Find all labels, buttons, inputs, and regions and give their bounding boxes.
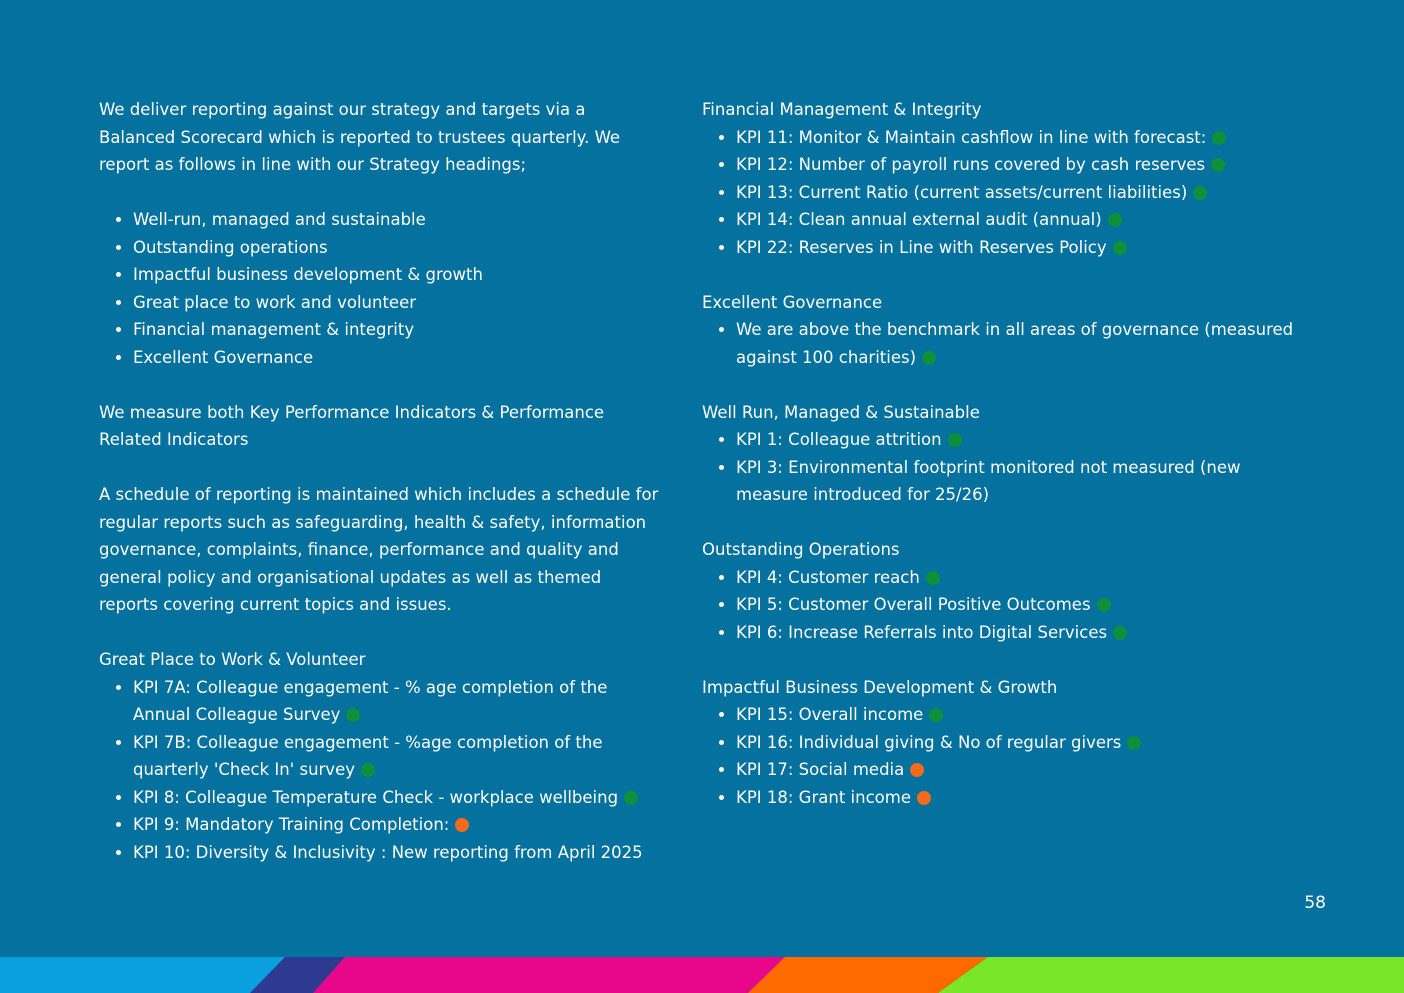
kpi-list-item	[736, 454, 1302, 509]
outstanding-operations-section	[702, 536, 1302, 646]
financial-section	[702, 96, 1302, 261]
kpi-list-item	[736, 316, 1302, 371]
list-item: • Outstanding operations	[133, 234, 659, 262]
kpi-list-item	[736, 591, 1302, 619]
kpi-list	[702, 124, 1302, 262]
measure-paragraph: We measure both Key Performance Indicators & Performance Related Indicators	[99, 402, 605, 449]
kpi-list-item	[736, 701, 1302, 729]
status-amber-dot-icon	[455, 818, 469, 832]
kpi-list	[702, 426, 1302, 509]
kpi-text: KPI 12: Number of payroll runs covered by cash reserves	[736, 155, 1206, 174]
status-green-dot-icon	[1193, 186, 1207, 200]
kpi-list-item	[736, 619, 1302, 647]
kpi-list-item	[133, 811, 659, 839]
status-green-dot-icon	[1113, 626, 1127, 640]
kpi-text: KPI 4: Customer reach	[736, 567, 920, 587]
status-green-dot-icon	[624, 791, 638, 805]
strategy-headings-list	[99, 206, 659, 371]
kpi-text: KPI 10: Diversity & Inclusivity : New reporting from April 2025	[133, 842, 643, 862]
status-green-dot-icon	[926, 571, 940, 585]
kpi-list	[702, 701, 1302, 811]
kpi-list	[702, 316, 1302, 371]
status-amber-dot-icon	[910, 763, 924, 777]
kpi-text: KPI 15: Overall income	[736, 705, 924, 724]
kpi-list-item	[736, 179, 1302, 207]
list-item: • Great place to work and volunteer	[133, 289, 659, 317]
list-item: • Impactful business development & growth	[133, 261, 659, 289]
stripe-band	[938, 957, 1404, 993]
kpi-list-item	[133, 674, 659, 729]
status-green-dot-icon	[361, 763, 375, 777]
kpi-list-item	[133, 784, 659, 812]
kpi-list-item	[736, 124, 1302, 152]
section-title: Great Place to Work & Volunteer	[99, 650, 366, 669]
kpi-text: KPI 9: Mandatory Training Completion:	[133, 815, 450, 834]
kpi-text: KPI 5: Customer Overall Positive Outcomes	[736, 595, 1091, 614]
status-green-dot-icon	[1127, 736, 1141, 750]
kpi-text: KPI 7B: Colleague engagement - %age completion of the quarterly 'Check In' survey	[133, 732, 603, 779]
kpi-list-item	[133, 839, 659, 867]
kpi-text: KPI 18: Grant income	[736, 787, 911, 807]
section-title: Outstanding Operations	[702, 540, 900, 559]
stripe-band	[0, 957, 285, 993]
well-run-section	[702, 399, 1302, 509]
list-item: • Financial management & integrity	[133, 316, 659, 344]
status-green-dot-icon	[1097, 598, 1111, 612]
kpi-text: KPI 6: Increase Referrals into Digital Services	[736, 622, 1108, 642]
list-item: • Excellent Governance	[133, 344, 659, 372]
kpi-list-item	[736, 756, 1302, 784]
left-column	[99, 96, 659, 866]
section-title: Excellent Governance	[702, 292, 883, 312]
schedule-paragraph: A schedule of reporting is maintained which includes a schedule for regular reports such as safeguarding, health & safety, information governance, complaints, finance, performance and quality and general policy and organisational updates as well as themed reports covering current topics and issues.	[99, 485, 659, 614]
kpi-text: KPI 22: Reserves in Line with Reserves Policy	[736, 237, 1107, 257]
kpi-text: We are above the benchmark in all areas of governance (measured against 100 charities)	[736, 320, 1294, 367]
kpi-list-item	[736, 206, 1302, 234]
kpi-text: KPI 8: Colleague Temperature Check - workplace wellbeing	[133, 787, 619, 807]
status-green-dot-icon	[948, 433, 962, 447]
kpi-text: KPI 1: Colleague attrition	[736, 430, 942, 449]
section-title: Well Run, Managed & Sustainable	[702, 402, 980, 422]
status-green-dot-icon	[1211, 158, 1225, 172]
right-column	[702, 96, 1302, 811]
footer-color-stripe	[0, 957, 1404, 993]
status-green-dot-icon	[922, 351, 936, 365]
list-item: • Well-run, managed and sustainable	[133, 206, 659, 234]
great-place-section	[99, 646, 659, 866]
kpi-list-item	[736, 426, 1302, 454]
kpi-text: KPI 13: Current Ratio (current assets/current liabilities)	[736, 182, 1188, 202]
section-title: Financial Management & Integrity	[702, 100, 982, 119]
kpi-list-item	[736, 784, 1302, 812]
kpi-list-item	[736, 729, 1302, 757]
status-amber-dot-icon	[917, 791, 931, 805]
kpi-list-item	[736, 234, 1302, 262]
section-title: Impactful Business Development & Growth	[702, 677, 1058, 697]
status-green-dot-icon	[1113, 241, 1127, 255]
kpi-list-item	[736, 151, 1302, 179]
kpi-list	[99, 674, 659, 867]
intro-paragraph: We deliver reporting against our strategy and targets via a Balanced Scorecard which is reported to trustees quarterly. We report as follows in line with our Strategy headings;	[99, 100, 621, 174]
kpi-list-item	[736, 564, 1302, 592]
impactful-growth-section	[702, 674, 1302, 812]
governance-section	[702, 289, 1302, 372]
kpi-list	[702, 564, 1302, 647]
kpi-text: KPI 16: Individual giving & No of regular givers	[736, 732, 1122, 752]
stripe-band	[313, 957, 785, 993]
status-green-dot-icon	[1108, 213, 1122, 227]
status-green-dot-icon	[929, 708, 943, 722]
page-number: 58	[1304, 893, 1326, 913]
kpi-list-item	[133, 729, 659, 784]
status-green-dot-icon	[1212, 131, 1226, 145]
kpi-text: KPI 3: Environmental footprint monitored not measured (new measure introduced for 25/26)	[736, 457, 1241, 504]
kpi-text: KPI 11: Monitor & Maintain cashflow in line with forecast:	[736, 127, 1207, 147]
kpi-text: KPI 14: Clean annual external audit (annual)	[736, 210, 1102, 229]
kpi-text: KPI 7A: Colleague engagement - % age completion of the Annual Colleague Survey	[133, 677, 608, 724]
kpi-text: KPI 17: Social media	[736, 760, 905, 779]
status-green-dot-icon	[346, 708, 360, 722]
